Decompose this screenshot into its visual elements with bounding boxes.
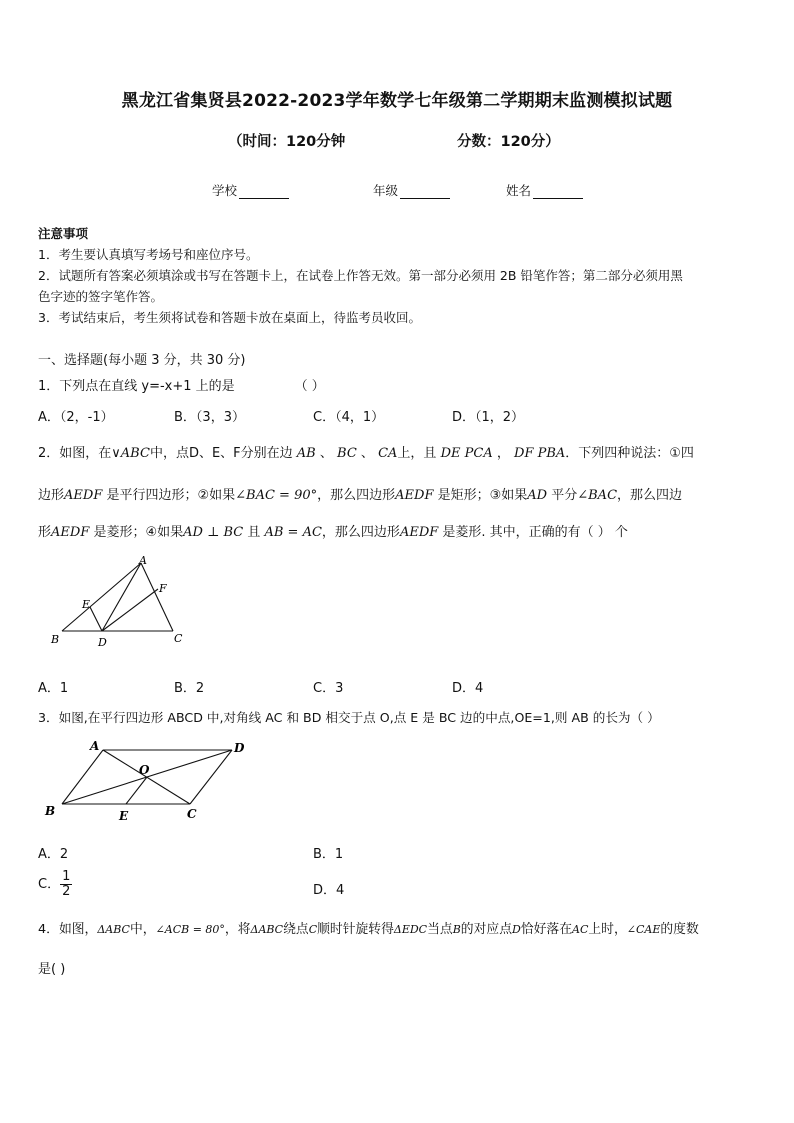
q2-text: ， bbox=[496, 446, 510, 461]
q4-math: B bbox=[452, 923, 461, 936]
q2-text: 边形 bbox=[38, 488, 65, 503]
school-field bbox=[212, 181, 289, 199]
label-d: D bbox=[98, 636, 107, 649]
q1-stem bbox=[38, 375, 325, 394]
segment-ba bbox=[62, 750, 103, 804]
q4-text: 绕点 bbox=[283, 922, 309, 937]
q1-option-b: B．（3，3） bbox=[174, 410, 245, 425]
q2-text: 是平行四边形；②如果 bbox=[106, 488, 236, 503]
q2-text: 是菱形. 其中，正确的有（ ） 个 bbox=[442, 525, 628, 540]
q3-parallelogram-figure bbox=[40, 738, 255, 828]
q2-text: 且 bbox=[247, 525, 261, 540]
label-e: E bbox=[82, 598, 91, 611]
q4-text: 顺时针旋转得 bbox=[317, 922, 394, 937]
q2-option-a: A．1 bbox=[38, 681, 69, 696]
q3-option-d: D．4 bbox=[313, 883, 345, 898]
q4-math: C bbox=[308, 923, 318, 936]
q2-text: 上，且 bbox=[397, 446, 437, 461]
q3-option-a: A．2 bbox=[38, 847, 69, 862]
q3-option-c bbox=[38, 870, 72, 899]
segment-ab bbox=[62, 563, 141, 631]
q2-text: 是矩形；③如果 bbox=[437, 488, 528, 503]
q2-math: DF PBA bbox=[514, 446, 566, 461]
segment-dc bbox=[190, 750, 232, 804]
q2-option-c: C．3 bbox=[313, 681, 344, 696]
school-blank bbox=[239, 185, 289, 199]
q4-text: 恰好落在 bbox=[520, 922, 572, 937]
segment-oe bbox=[126, 777, 147, 804]
q2-text: 、 bbox=[360, 446, 374, 461]
q2-line3 bbox=[38, 521, 628, 540]
exam-time: （时间：120分钟 bbox=[228, 134, 346, 150]
page-title: 黑龙江省集贤县2022-2023学年数学七年级第二学期期末监测模拟试题 bbox=[121, 91, 673, 111]
label-a: A bbox=[90, 739, 100, 753]
q3-stem: 3．如图,在平行四边形 ABCD 中,对角线 AC 和 BD 相交于点 O,点 E 是 BC 边的中点,OE=1,则 AB 的长为（ ） bbox=[38, 710, 660, 725]
q2-math: ∨ABC bbox=[111, 446, 150, 461]
q2-math: BC bbox=[337, 446, 357, 461]
q4-math: D bbox=[511, 923, 521, 936]
label-f: F bbox=[159, 582, 167, 595]
segment-ca bbox=[141, 563, 173, 631]
note-item: 色字迹的签字笔作答。 bbox=[38, 289, 164, 304]
q2-text: ，那么四边形 bbox=[321, 525, 400, 540]
q3-option-b: B．1 bbox=[313, 847, 344, 862]
q2-line1 bbox=[38, 442, 694, 461]
q1-option-d: D．（1，2） bbox=[452, 410, 525, 425]
exam-score: 分数：120分） bbox=[457, 134, 560, 150]
q3-option-c-fraction bbox=[60, 870, 72, 899]
segment-ed bbox=[90, 607, 102, 631]
label-b: B bbox=[45, 804, 56, 818]
note-item: 3．考试结束后，考生须将试卷和答题卡放在桌面上，待监考员收回。 bbox=[38, 310, 421, 325]
grade-label: 年级 bbox=[373, 183, 399, 198]
q1-option-a: A．（2，-1） bbox=[38, 410, 114, 425]
q2-math: AEDF bbox=[64, 488, 103, 503]
note-item: 1．考生要认真填写考场号和座位序号。 bbox=[38, 247, 259, 262]
q2-text: ，那么四边形 bbox=[317, 488, 396, 503]
q4-text: 当点 bbox=[427, 922, 453, 937]
label-b: B bbox=[51, 633, 60, 646]
grade-field bbox=[373, 181, 450, 199]
q2-text: ．下列四种说法：①四 bbox=[565, 446, 694, 461]
label-d: D bbox=[234, 741, 245, 755]
q2-text: 形 bbox=[38, 525, 52, 540]
fraction-denominator: 2 bbox=[62, 884, 71, 899]
q1-text: 1．下列点在直线 y=-x+1 上的是 bbox=[38, 379, 235, 394]
note-item: 2．试题所有答案必须填涂或书写在答题卡上，在试卷上作答无效。第一部分必须用 2B 铅笔作答；第二部分必须用黑 bbox=[38, 268, 683, 283]
q4-math: ΔABC bbox=[250, 923, 284, 936]
q2-text: 、 bbox=[319, 446, 333, 461]
grade-blank bbox=[400, 185, 450, 199]
q2-math: AB = AC bbox=[264, 525, 322, 540]
q2-text: 2．如图，在 bbox=[38, 446, 112, 461]
q2-math: AD ⊥ BC bbox=[183, 525, 244, 540]
q2-math: AB bbox=[296, 446, 316, 461]
q4-line1 bbox=[38, 918, 699, 937]
q4-text: 中， bbox=[129, 922, 156, 937]
section-title: 一、选择题(每小题 3 分，共 30 分) bbox=[38, 353, 246, 368]
segment-ad bbox=[102, 563, 141, 631]
q4-text: 上时， bbox=[588, 922, 627, 937]
q2-option-d: D．4 bbox=[452, 681, 484, 696]
q2-triangle-figure bbox=[48, 553, 198, 653]
q4-text: ，将 bbox=[224, 922, 251, 937]
q3-option-c-prefix: C． bbox=[38, 877, 61, 892]
label-c: C bbox=[174, 632, 183, 645]
q2-text: 是菱形；④如果 bbox=[93, 525, 184, 540]
label-e: E bbox=[119, 809, 129, 823]
name-field bbox=[506, 181, 583, 199]
q4-text: 的对应点 bbox=[460, 922, 512, 937]
q4-text: 的度数 bbox=[660, 922, 699, 937]
segment-df bbox=[102, 589, 158, 631]
q4-math: ∠CAE bbox=[626, 923, 661, 936]
name-blank bbox=[533, 185, 583, 199]
q2-math: CA bbox=[378, 446, 398, 461]
q4-math: ΔABC bbox=[97, 923, 130, 936]
q2-math: AEDF bbox=[399, 525, 439, 540]
q2-text: ，那么四边 bbox=[617, 488, 683, 503]
q2-line2 bbox=[38, 484, 682, 503]
q2-math: ∠BAC bbox=[577, 488, 618, 503]
notes-heading: 注意事项 bbox=[38, 226, 89, 241]
q1-paren: （ ） bbox=[294, 379, 325, 394]
q2-text: 中，点D、E、F分别在边 bbox=[149, 446, 293, 461]
q2-text: 平分 bbox=[551, 488, 578, 503]
q2-math: AD bbox=[527, 488, 548, 503]
q4-math: AC bbox=[572, 923, 589, 936]
q1-option-c: C．（4，1） bbox=[313, 410, 385, 425]
q2-math: ∠BAC = 90° bbox=[235, 488, 318, 503]
q4-math: ∠ACB = 80° bbox=[155, 923, 225, 936]
fraction-numerator: 1 bbox=[62, 869, 71, 884]
label-c: C bbox=[187, 807, 197, 821]
q4-line2: 是( ) bbox=[38, 962, 66, 977]
q4-math: ΔEDC bbox=[393, 923, 428, 936]
name-label: 姓名 bbox=[506, 183, 532, 198]
q2-math: AEDF bbox=[395, 488, 434, 503]
q2-math: AEDF bbox=[51, 525, 90, 540]
q2-option-b: B．2 bbox=[174, 681, 205, 696]
label-o: O bbox=[139, 763, 150, 777]
label-a: A bbox=[139, 554, 147, 567]
q4-text: 4．如图， bbox=[38, 922, 98, 937]
school-label: 学校 bbox=[212, 183, 238, 198]
q2-math: DE PCA bbox=[440, 446, 493, 461]
